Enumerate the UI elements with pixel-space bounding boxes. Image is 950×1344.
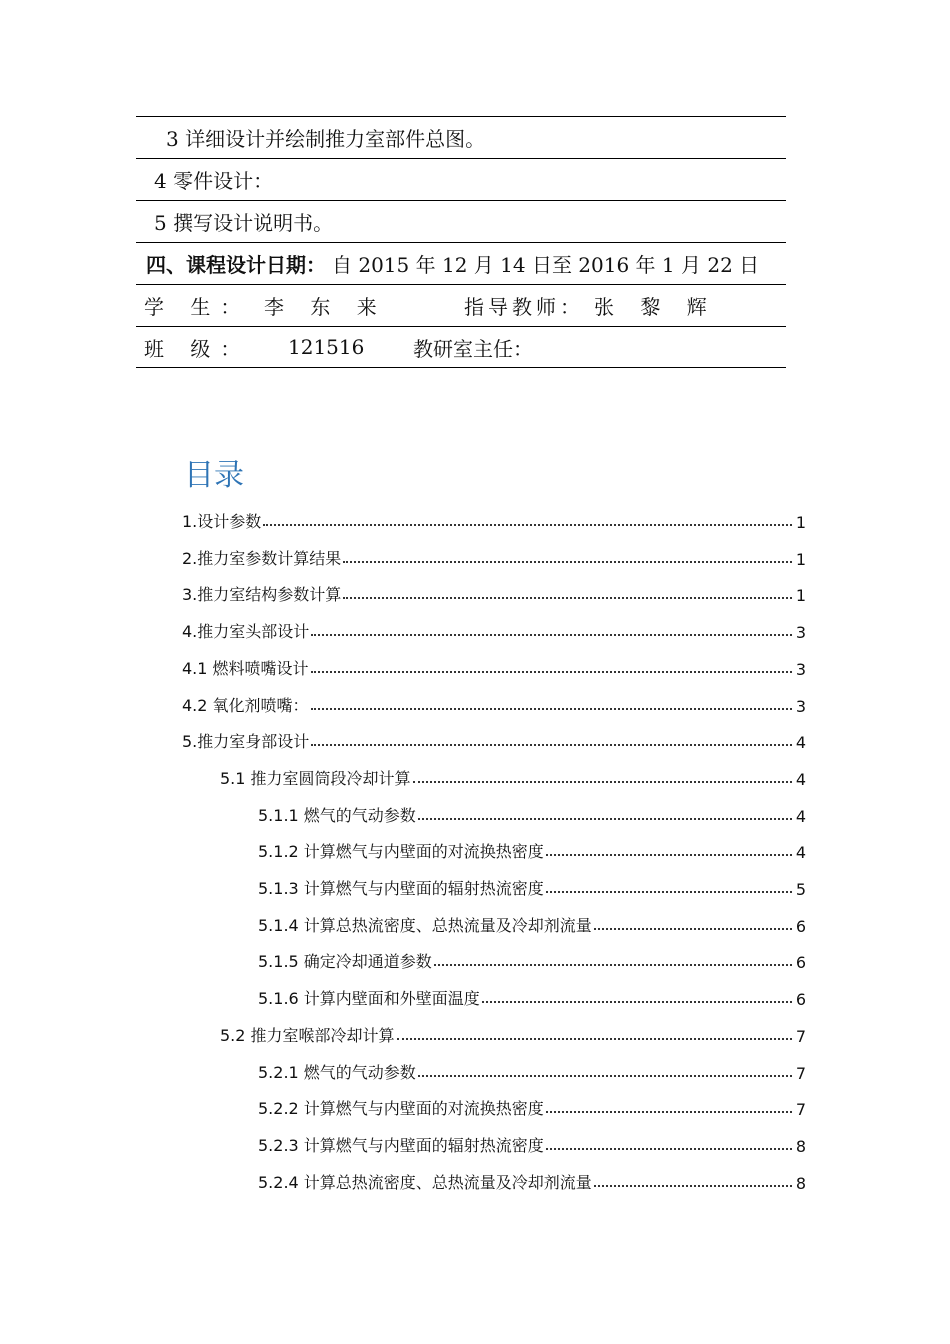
toc-entry[interactable]	[258, 1157, 806, 1193]
toc-dot-leader	[418, 818, 792, 820]
student-row	[136, 284, 786, 326]
toc-entry[interactable]	[220, 1010, 806, 1046]
task-row-3	[136, 116, 786, 158]
course-date-label: 四、课程设计日期：	[146, 253, 326, 277]
toc-entry[interactable]	[182, 716, 806, 752]
toc-entry-text: 5.1.2 计算燃气与内壁面的对流换热密度	[258, 842, 544, 862]
toc-title: 目录	[184, 458, 244, 493]
toc-entry-page: 6	[795, 953, 806, 973]
toc-entry-page: 8	[795, 1136, 806, 1156]
toc-dot-leader	[546, 1111, 792, 1113]
toc-entry-text: 5.2.3 计算燃气与内壁面的辐射热流密度	[258, 1135, 544, 1155]
toc-entry-text: 5.2.4 计算总热流密度、总热流量及冷却剂流量	[258, 1172, 592, 1192]
toc-entry-page: 5	[795, 880, 806, 899]
toc-entry[interactable]	[258, 1083, 806, 1119]
toc-entry[interactable]	[182, 606, 806, 642]
student-name: 李 东 来	[264, 295, 387, 319]
toc-dot-leader	[434, 964, 792, 966]
toc-entry[interactable]	[258, 973, 806, 1009]
toc-entry[interactable]	[182, 569, 806, 605]
toc-dot-leader	[546, 891, 792, 893]
toc-entry-text: 4.2 氧化剂喷嘴：	[182, 695, 309, 715]
toc-dot-leader	[594, 1185, 792, 1187]
toc-dot-leader	[311, 671, 792, 673]
advisor-name: 张 黎 辉	[594, 295, 717, 319]
toc-dot-leader	[311, 708, 792, 710]
toc-entry-page: 4	[795, 843, 806, 863]
toc-entry-text: 2.推力室参数计算结果	[182, 548, 342, 568]
toc-entry-text: 5.1 推力室圆筒段冷却计算	[220, 768, 411, 788]
task-3-text: 3 详细设计并绘制推力室部件总图。	[166, 127, 486, 151]
toc-entry-page: 3	[795, 696, 806, 716]
toc-entry-page: 3	[795, 623, 806, 643]
toc-dot-leader	[594, 928, 792, 930]
toc-entry[interactable]	[258, 1120, 806, 1156]
course-date-value: 自 2015 年 12 月 14 日至 2016 年 1 月 22 日	[332, 253, 760, 277]
toc-dot-leader	[546, 1148, 792, 1150]
toc-entry-text: 5.2.2 计算燃气与内壁面的对流换热密度	[258, 1099, 544, 1119]
toc-entry[interactable]	[258, 863, 806, 899]
toc-entry-text: 5.1.1 燃气的气动参数	[258, 805, 416, 825]
toc-entry[interactable]	[182, 496, 806, 532]
toc-dot-leader	[343, 597, 792, 599]
toc-entry-page: 7	[795, 1100, 806, 1120]
toc-entry-text: 5.1.4 计算总热流密度、总热流量及冷却剂流量	[258, 915, 592, 935]
toc-entry-text: 5.2.1 燃气的气动参数	[258, 1062, 416, 1082]
toc-dot-leader	[311, 744, 792, 746]
task-row-4	[136, 158, 786, 200]
toc-entry-page: 3	[795, 659, 806, 679]
toc-entry[interactable]	[258, 790, 806, 826]
toc-entry-page: 8	[795, 1173, 806, 1193]
toc-entry[interactable]	[220, 753, 806, 789]
advisor-label: 指导教师：	[464, 295, 584, 319]
toc-entry[interactable]	[258, 936, 806, 972]
toc-entry-text: 1.设计参数	[182, 512, 262, 531]
toc-entry-text: 4.推力室头部设计	[182, 622, 310, 642]
toc-entry-page: 4	[795, 733, 806, 753]
toc-entry-text: 5.1.3 计算燃气与内壁面的辐射热流密度	[258, 879, 544, 898]
toc-dot-leader	[311, 634, 792, 636]
task-4-text: 4 零件设计：	[154, 169, 274, 193]
task-row-5	[136, 200, 786, 242]
toc-entry-page: 1	[795, 549, 806, 569]
toc-entry-text: 4.1 燃料喷嘴设计	[182, 658, 309, 678]
toc-dot-leader	[546, 854, 792, 856]
toc-entry-page: 4	[795, 769, 806, 789]
toc-dot-leader	[263, 524, 792, 526]
toc-entry[interactable]	[182, 643, 806, 679]
toc-entry-page: 7	[795, 1063, 806, 1083]
toc-entry-page: 1	[795, 513, 806, 532]
toc-entry[interactable]	[182, 680, 806, 716]
toc-entry[interactable]	[258, 900, 806, 936]
toc-entry-page: 6	[795, 916, 806, 936]
toc-entry-text: 5.1.6 计算内壁面和外壁面温度	[258, 989, 480, 1009]
toc-entry-page: 6	[795, 990, 806, 1010]
toc-dot-leader	[413, 781, 792, 783]
toc-entry[interactable]	[258, 1047, 806, 1083]
toc-dot-leader	[397, 1038, 792, 1040]
toc-entry-text: 5.推力室身部设计	[182, 732, 310, 752]
toc-entry[interactable]	[182, 533, 806, 569]
class-row	[136, 326, 786, 368]
toc-dot-leader	[418, 1075, 792, 1077]
toc-dot-leader	[482, 1001, 792, 1003]
toc-entry-page: 4	[795, 806, 806, 826]
task-5-text: 5 撰写设计说明书。	[154, 211, 334, 235]
task-table	[136, 116, 786, 368]
class-value: 121516	[288, 335, 365, 359]
toc-dot-leader	[343, 561, 792, 563]
toc-entry-text: 5.1.5 确定冷却通道参数	[258, 952, 432, 972]
director-label: 教研室主任：	[413, 336, 533, 361]
toc-entry-page: 1	[795, 586, 806, 606]
class-label: 班 级：	[144, 336, 251, 361]
toc-entry[interactable]	[258, 826, 806, 862]
toc-entry-text: 5.2 推力室喉部冷却计算	[220, 1025, 395, 1045]
course-date-row	[136, 242, 786, 284]
student-label: 学 生：	[144, 295, 251, 319]
toc-entry-text: 3.推力室结构参数计算	[182, 585, 342, 605]
toc-entry-page: 7	[795, 1026, 806, 1046]
